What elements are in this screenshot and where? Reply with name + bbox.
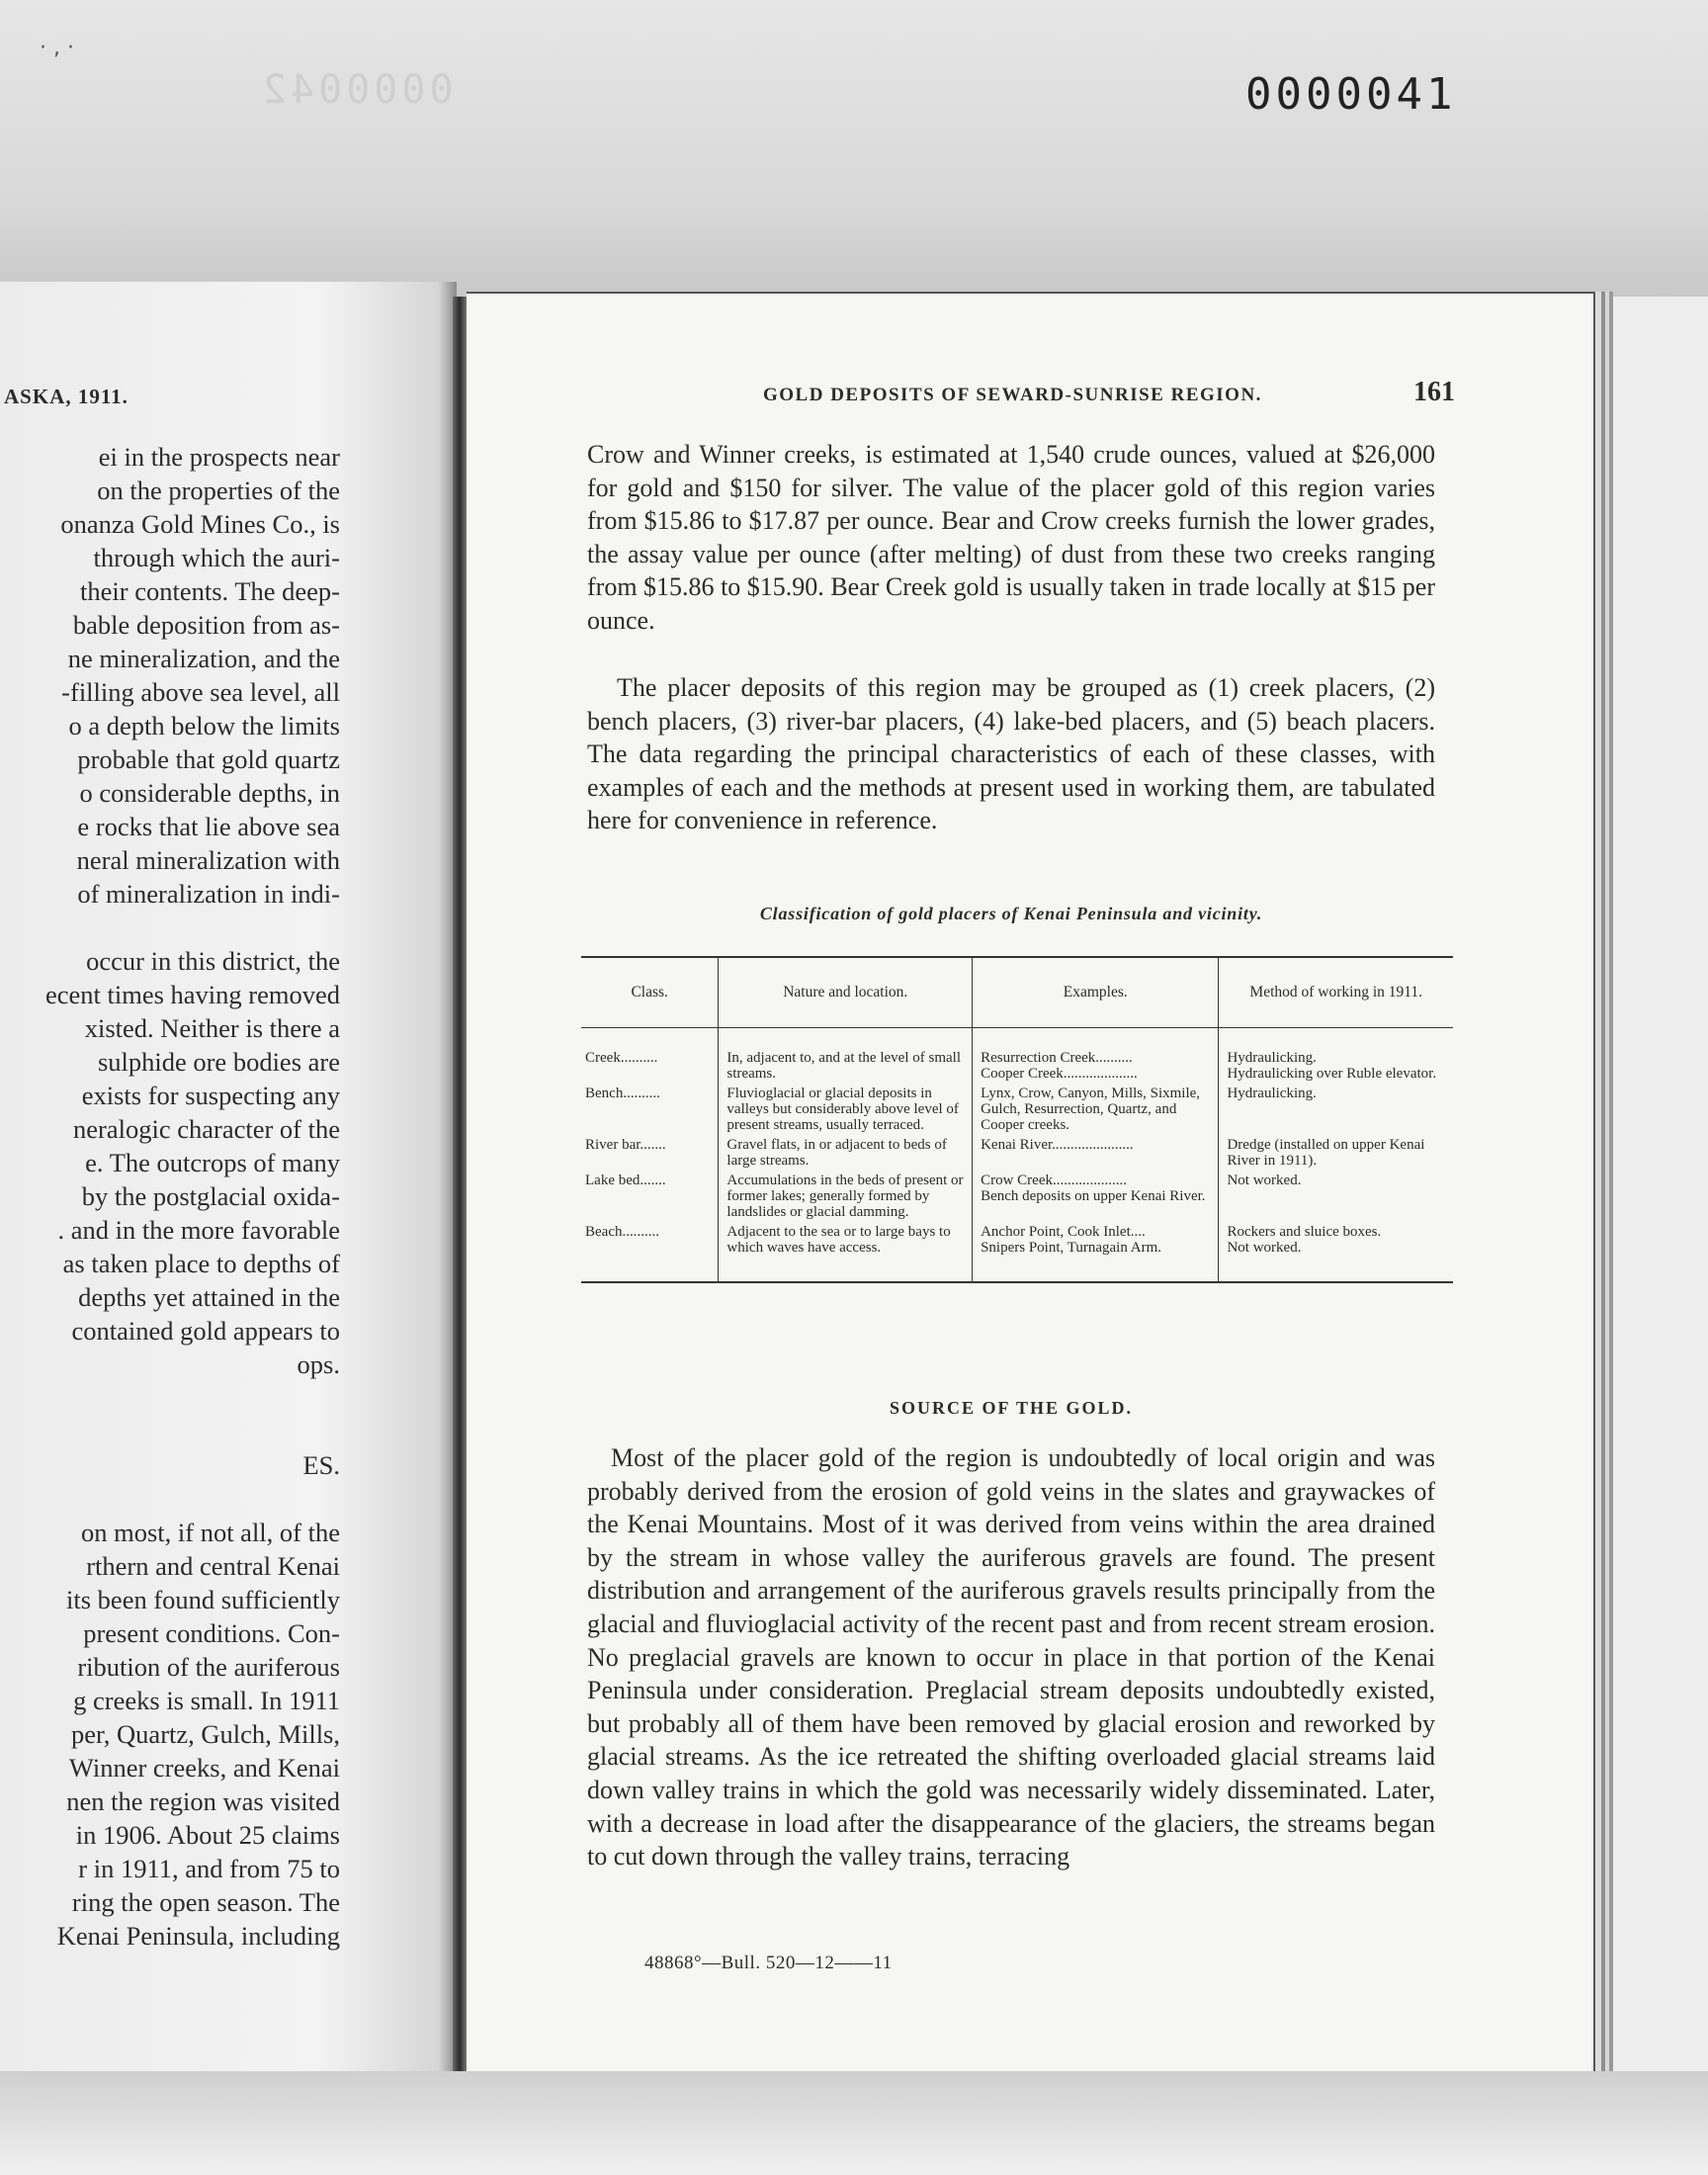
cell-method: Rockers and sluice boxes. Not worked. [1219, 1222, 1453, 1282]
left-page-line: bable deposition from as- [72, 610, 340, 640]
left-page-line [0, 1415, 340, 1448]
cell-method: Not worked. [1219, 1171, 1453, 1222]
cell-nature: Adjacent to the sea or to large bays to which waves have access. [719, 1222, 973, 1282]
paragraph-1: Crow and Winner creeks, is estimated at 1,540 crude ounces, valued at $26,000 for gold and $150 for silver. The value of the placer gold of this region varies from $15.86 to $17.87 per ounce. Bear and Crow creeks furnish the lower grades, the assay value per ounce (after melting) of dust from these two creeks ranging from $15.86 to $15.90. Bear Creek gold is usually taken in trade locally at $15 per ounce. [587, 440, 1435, 635]
left-page-line: of mineralization in indi- [77, 879, 340, 909]
scan-specks: · , · [40, 36, 74, 60]
left-page-line: their contents. The deep- [80, 576, 340, 606]
cell-method: Hydraulicking. [1219, 1084, 1453, 1135]
header-class: Class. [581, 957, 719, 1028]
header-examples: Examples. [973, 957, 1219, 1028]
left-page-line: o a depth below the limits [68, 711, 340, 740]
paragraph-2: The placer deposits of this region may be grouped as (1) creek placers, (2) bench placers, (3) river-bar placers, (4) lake-bed placers, and (5) beach placers. The data regarding the principal characteristics of each of these classes, with examples of each and the methods at present used in working them, are tabulated here for convenience in reference. [587, 673, 1435, 835]
table-row [581, 1084, 1453, 1135]
left-page-line: in 1906. About 25 claims [75, 1820, 340, 1850]
left-page-line: e rocks that lie above sea [77, 812, 340, 841]
table-body [581, 1028, 1453, 1283]
left-page-line: ribution of the auriferous [77, 1652, 340, 1682]
cell-method: Hydraulicking. Hydraulicking over Ruble elevator. [1219, 1028, 1453, 1085]
left-page-line [0, 1482, 340, 1516]
cell-nature: Accumulations in the beds of present or former lakes; generally formed by landslides or glacial damming. [719, 1171, 973, 1222]
placer-classification-table [581, 956, 1453, 1283]
cell-examples: Kenai River...................... [973, 1135, 1219, 1171]
scan-background-top [0, 0, 1708, 297]
left-page-line: xisted. Neither is there a [84, 1013, 340, 1043]
cell-class: Lake bed....... [585, 1173, 666, 1188]
left-page-line: g creeks is small. In 1911 [73, 1686, 340, 1715]
left-page-line: neralogic character of the [73, 1114, 340, 1144]
table-row [581, 1135, 1453, 1171]
table-header-row [581, 957, 1453, 1028]
left-page-line: occur in this district, the [86, 946, 340, 976]
left-page-line: neral mineralization with [76, 845, 340, 875]
section-heading: SOURCE OF THE GOLD. [889, 1398, 1134, 1418]
left-page-line: onanza Gold Mines Co., is [60, 509, 340, 539]
cell-examples: Crow Creek.................... Bench deposits on upper Kenai River. [973, 1171, 1219, 1222]
left-page-line: Winner creeks, and Kenai [68, 1753, 340, 1783]
left-page-line: ecent times having removed [44, 980, 340, 1009]
left-page-line: on the properties of the [97, 476, 340, 505]
table-caption: Classification of gold placers of Kenai Peninsula and vicinity. [759, 904, 1263, 923]
left-page-line: ring the open season. The [71, 1887, 340, 1917]
left-page-line: through which the auri- [93, 543, 340, 572]
left-page-line: as taken place to depths of [62, 1249, 340, 1278]
book-spine [453, 297, 467, 2086]
cell-nature: In, adjacent to, and at the level of small streams. [719, 1028, 973, 1085]
paragraph-3: Most of the placer gold of the region is undoubtedly of local origin and was probably derived from the erosion of gold veins in the slates and graywackes of the Kenai Mountains. Most of it was derived from veins within the area drained by the stream in whose valley the auriferous gravels are found. The present distribution and arrangement of the auriferous gravels results principally from the glacial and fluvioglacial activity of the recent past and from recent stream erosion. No preglacial gravels are known to occur in place in that portion of the Kenai Peninsula under consideration. Preglacial stream deposits undoubtedly existed, but probably all of them have been removed by glacial erosion and reworked by glacial streams. As the ice retreated the shifting overloaded glacial streams laid down valley trains in which the gold was necessarily widely disseminated. Later, with a decrease in load after the disappearance of the glaciers, the streams began to cut down through the valley trains, terracing [587, 1443, 1435, 1871]
right-page [467, 292, 1595, 2087]
left-page-line [0, 911, 340, 944]
left-page-line: present conditions. Con- [83, 1618, 340, 1648]
running-head: GOLD DEPOSITS OF SEWARD-SUNRISE REGION. [763, 385, 1262, 405]
left-page-line: Kenai Peninsula, including [56, 1921, 340, 1951]
left-page-line: rthern and central Kenai [86, 1551, 340, 1581]
left-page-line: r in 1911, and from 75 to [78, 1854, 340, 1883]
left-page-line: probable that gold quartz [77, 744, 340, 774]
header-nature: Nature and location. [719, 957, 973, 1028]
left-page-line: by the postglacial oxida- [81, 1181, 340, 1211]
left-page-line: sulphide ore bodies are [97, 1047, 340, 1077]
cell-class: Creek.......... [585, 1050, 658, 1066]
cell-examples: Resurrection Creek.......... Cooper Creek.................... [973, 1028, 1219, 1085]
left-page-line: on most, if not all, of the [80, 1518, 340, 1547]
left-page-line: ES. [302, 1450, 340, 1480]
ghost-frame-number: 0000042 [259, 67, 454, 113]
left-page-line: ne mineralization, and the [67, 644, 340, 673]
left-page-line: nen the region was visited [66, 1786, 340, 1816]
left-page-line: e. The outcrops of many [85, 1148, 340, 1177]
footer-signature: 48868°—Bull. 520—12——11 [644, 1953, 893, 1973]
left-page-line: depths yet attained in the [78, 1282, 340, 1312]
table-row [581, 1222, 1453, 1282]
left-page-line: ei in the prospects near [98, 442, 340, 472]
left-page-line: -filling above sea level, all [61, 677, 340, 707]
left-page [0, 282, 457, 2081]
table-row [581, 1171, 1453, 1222]
cell-class: Bench.......... [585, 1086, 660, 1101]
left-page-text [0, 440, 340, 1953]
left-page-line: exists for suspecting any [81, 1081, 340, 1110]
cell-method: Dredge (installed on upper Kenai River in 1911). [1219, 1135, 1453, 1171]
left-page-line: . and in the more favorable [57, 1215, 340, 1245]
left-page-line: contained gold appears to [71, 1316, 340, 1346]
cell-class: Beach.......... [585, 1224, 659, 1240]
frame-number: 0000041 [1245, 69, 1457, 120]
header-method: Method of working in 1911. [1219, 957, 1453, 1028]
page-number: 161 [1413, 377, 1455, 407]
left-page-line: per, Quartz, Gulch, Mills, [71, 1719, 340, 1749]
cell-examples: Anchor Point, Cook Inlet.... Snipers Point, Turnagain Arm. [973, 1222, 1219, 1282]
cell-nature: Fluvioglacial or glacial deposits in valleys but considerably above level of present streams, usually terraced. [719, 1084, 973, 1135]
left-running-head: ASKA, 1911. [4, 385, 128, 408]
left-page-line [0, 1381, 340, 1415]
left-page-line: ops. [297, 1349, 340, 1379]
table-row [581, 1028, 1453, 1085]
cell-examples: Lynx, Crow, Canyon, Mills, Sixmile, Gulch, Resurrection, Quartz, and Cooper creeks. [973, 1084, 1219, 1135]
cell-nature: Gravel flats, in or adjacent to beds of large streams. [719, 1135, 973, 1171]
left-page-line: its been found sufficiently [66, 1585, 340, 1614]
left-page-line: o considerable depths, in [79, 778, 340, 808]
cell-class: River bar....... [585, 1137, 666, 1153]
scan-background-bottom [0, 2071, 1708, 2175]
